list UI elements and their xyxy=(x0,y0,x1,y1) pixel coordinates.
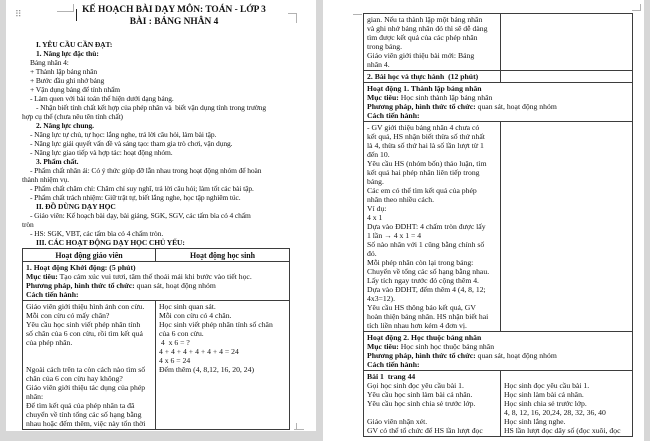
student-exercise1-cell xyxy=(501,371,632,436)
text-line: Yêu cầu HS thông báo kết quả, GV xyxy=(367,303,476,312)
paragraph-drag-handle-icon[interactable]: ⠿ xyxy=(15,10,22,20)
text-line: - Phẩm chất chăm chỉ: Chăm chỉ suy nghĩ, trả lời câu hỏi; làm tốt các bài tập. xyxy=(30,184,254,193)
text-line: 3. Phẩm chất. xyxy=(36,157,79,166)
text-line: tích liền nhau hơn kém 4 đơn vị. xyxy=(367,321,467,330)
text-line: Cách tiến hành: xyxy=(26,290,79,299)
text-line: Học sinh quan sát. xyxy=(159,302,216,311)
text-line: - GV giới thiệu bảng nhân 4 chưa có xyxy=(367,123,480,132)
text-line: II. ĐỒ DÙNG DẠY HỌC xyxy=(36,202,116,211)
activity1-content-row xyxy=(23,300,289,429)
table-header-row xyxy=(23,249,289,261)
margin-mark xyxy=(640,4,641,11)
text-line: HS lần lượt đọc dãy số (đọc xuôi, đọc xyxy=(504,426,621,435)
text-line: - Giáo viên: Kế hoạch bài dạy, bài giảng, SGK, SGV, các tấm bìa có 4 chấm xyxy=(30,211,251,220)
student-empty-cell xyxy=(501,14,632,70)
text-line: Dựa vào ĐDHT: 4 chấm tròn được lấy xyxy=(367,222,486,231)
document-subtitle: BÀI : BẢNG NHÂN 4 xyxy=(129,17,219,27)
section2-heading xyxy=(364,71,501,82)
text-line: - Năng lực giải quyết vấn đề và sáng tạo: tham gia trò chơi, vận dụng. xyxy=(30,139,233,148)
text-line: là 4, thừa số thứ hai là số lần lượt từ 1 xyxy=(367,141,484,150)
text-line: Các em có thể tìm kết quả của phép xyxy=(367,186,477,195)
text-line: 2. Bài học và thực hành (12 phút) xyxy=(367,72,479,81)
text-line: kết quả hai phép nhân liên tiếp trong xyxy=(367,168,480,177)
activity1-meta-row xyxy=(364,82,632,121)
text-line: 4 x 6 = 24 xyxy=(159,356,191,365)
text-line: tìm được kết quả của các phép nhân xyxy=(367,33,478,42)
document-title: KẾ HOẠCH BÀI DẠY MÔN: TOÁN - LỚP 3 xyxy=(82,5,266,15)
text-line: đó. xyxy=(367,249,377,258)
text-line: và ghi nhớ bảng nhân đó thì sẽ dễ dàng xyxy=(367,24,488,33)
text-line: 4 x 6 = ? xyxy=(159,338,190,347)
text-line: - HS: SGK, VBT, các tấm bìa có 4 chấm tròn. xyxy=(30,229,164,238)
text-line: Phương pháp, hình thức tổ chức: quan sát, hoạt động nhóm xyxy=(26,281,216,290)
text-line: chuyển về tính tổng các số hạng bằng xyxy=(26,410,142,419)
text-line: Mỗi con cừu có 4 chân. xyxy=(159,311,232,320)
margin-mark xyxy=(296,13,297,23)
page-right[interactable] xyxy=(323,0,644,441)
text-line: Giáo viên giới thiệu tác dụng của phép xyxy=(26,383,146,392)
text-line: Giáo viên giới thiệu hình ảnh con cừu. xyxy=(26,302,145,311)
text-line: Dựa vào ĐDHT, đếm thêm 4 (4, 8, 12; xyxy=(367,285,486,294)
margin-mark xyxy=(73,4,74,12)
activity1-heading-row xyxy=(23,261,289,300)
text-line: 4x3=12). xyxy=(367,294,396,303)
text-line: + Bước đầu ghi nhớ bảng xyxy=(30,76,105,85)
text-line: Bảng nhân 4: xyxy=(30,58,69,67)
text-line: thành nhiệm vụ. xyxy=(22,175,70,184)
text-line: Giáo viên giới thiệu bài mới: Bảng xyxy=(367,51,475,60)
text-line: Yêu cầu học sinh chia sẻ trước lớp. xyxy=(367,399,476,408)
text-line: Yêu cầu học sinh làm bài cá nhân. xyxy=(367,390,473,399)
text-line: Mục tiêu: Học sinh học thuộc bảng nhân xyxy=(367,342,495,351)
text-line: hoàn thiện bảng nhân. HS nhận biết hai xyxy=(367,312,489,321)
text-line: 1 lần → 4 x 1 = 4 xyxy=(367,231,422,240)
text-line: - Năng lực giao tiếp và hợp tác: hoạt động nhóm. xyxy=(30,148,173,157)
student-empty-cell xyxy=(501,71,632,82)
text-line: đến 10. xyxy=(367,150,390,159)
text-line: Gọi học sinh đọc yêu cầu bài 1. xyxy=(367,381,464,390)
left-page-text-area xyxy=(22,4,288,430)
text-line: bảng. xyxy=(367,177,384,186)
section2-row xyxy=(364,70,632,82)
text-line: 4 + 4 + 4 + 4 + 4 + 4 = 24 xyxy=(159,347,239,356)
text-line: 1. Năng lực đặc thù: xyxy=(36,49,99,58)
text-line: Yêu cầu học sinh viết phép nhân tính xyxy=(26,320,141,329)
text-line: Học sinh lắng nghe. xyxy=(504,417,566,426)
text-line: Yêu cầu HS (nhóm bốn) thảo luận, tìm xyxy=(367,159,487,168)
text-line: Học sinh viết phép nhân tính số chân xyxy=(159,320,273,329)
text-line: Mỗi con cừu có mấy chân? xyxy=(26,311,110,320)
text-line: 2. Năng lực chung. xyxy=(36,121,94,130)
student-empty-cell xyxy=(501,122,632,331)
text-line: Cách tiến hành: xyxy=(367,111,420,120)
teacher-activity-cell xyxy=(23,301,156,429)
text-line: Đếm thêm (4, 8,12, 16, 20, 24) xyxy=(159,365,255,374)
activities-table-continued xyxy=(363,13,633,437)
text-line: Học sinh chia sẻ trước lớp. xyxy=(504,399,587,408)
page-left[interactable] xyxy=(6,0,316,431)
text-line xyxy=(26,347,152,356)
activity1-heading xyxy=(23,262,289,300)
activity2-meta-row xyxy=(364,331,632,370)
activity2-meta xyxy=(364,332,632,370)
text-line: Để tìm kết quả của phép nhân ta đã xyxy=(26,401,135,410)
text-line: I. YÊU CẦU CẦN ĐẠT: xyxy=(36,40,113,49)
text-line: Ví dụ: xyxy=(367,204,387,213)
text-line: Mục tiêu: Tạo cảm xúc vui tươi, tâm thế thoải mái khi bước vào tiết học. xyxy=(26,272,252,281)
activities-table xyxy=(22,248,290,430)
text-line: Phương pháp, hình thức tổ chức: quan sát, hoạt động nhóm xyxy=(367,102,557,111)
text-line: Học sinh đọc yêu cầu bài 1. xyxy=(504,381,590,390)
text-line: của 6 con cừu. xyxy=(159,329,204,338)
text-line: Ngoài cách trên ta còn cách nào tìm số xyxy=(26,365,146,374)
text-line: Phương pháp, hình thức tổ chức: quan sát, hoạt động nhóm xyxy=(367,351,557,360)
text-line: Mỗi phép nhân còn lại trong bảng: xyxy=(367,258,474,267)
lead-in-row xyxy=(364,14,632,70)
text-line: GV có thể tổ chức để HS lần lượt đọc xyxy=(367,426,483,435)
text-line: số chân của 6 con cừu, rồi tìm kết quả xyxy=(26,329,143,338)
margin-mark xyxy=(353,14,362,15)
text-line: Chuyển về tổng các số hạng bằng nhau. xyxy=(367,267,490,276)
text-line: nhau hoặc đếm thêm, việc này tốn thời xyxy=(26,419,146,428)
text-line: Lấy tích ngay trước đó cộng thêm 4. xyxy=(367,276,479,285)
text-line: - Năng lực tự chủ, tự học: lắng nghe, trả lời câu hỏi, làm bài tập. xyxy=(30,130,217,139)
lesson-plan-body xyxy=(22,40,288,247)
margin-mark xyxy=(57,11,74,12)
exercise1-row xyxy=(364,370,632,436)
text-line: - Nhận biết tính chất kết hợp của phép nhân và biết vận dụng tính trong trường xyxy=(36,103,267,112)
text-line: Bài 1 trang 44 xyxy=(367,372,416,381)
text-line xyxy=(504,372,629,381)
text-line: nhân: xyxy=(26,392,44,401)
text-line: trong bảng. xyxy=(367,42,403,51)
col-header-student: Hoạt động học sinh xyxy=(189,251,256,260)
text-line: 4, 8, 12, 16, 20,24, 28, 32, 36, 40 xyxy=(504,408,606,417)
text-line: - Phẩm chất nhân ái: Có ý thức giúp đỡ lẫn nhau trong hoạt động nhóm để hoàn xyxy=(30,166,262,175)
text-line: kết quả, HS nhận biết thừa số thứ nhất xyxy=(367,132,485,141)
text-line: Giáo viên nhận xét. xyxy=(367,417,428,426)
text-line: III. CÁC HOẠT ĐỘNG DẠY HỌC CHỦ YẾU: xyxy=(36,238,185,247)
text-line: Hoạt động 1. Thành lập bảng nhân xyxy=(367,84,482,93)
text-line: - Làm quen với bài toán thể hiện dưới dạng bảng. xyxy=(30,94,174,103)
text-line: gian. Nếu ta thành lập một bảng nhân xyxy=(367,15,483,24)
text-line: nhân 4. xyxy=(367,60,390,69)
text-line: Học sinh làm bài cá nhân. xyxy=(504,390,584,399)
text-line: nhân theo nhiều cách. xyxy=(367,195,435,204)
text-line xyxy=(26,356,152,365)
text-line: + Vận dụng bảng để tính nhẩm xyxy=(30,85,121,94)
activity1-steps-row xyxy=(364,121,632,331)
text-line: Cách tiến hành: xyxy=(367,360,420,369)
text-line: + Thành lập bảng nhân xyxy=(30,67,97,76)
text-line: hợp cụ thể (chưa nêu tên tính chất) xyxy=(22,112,123,121)
spacer xyxy=(22,28,288,40)
text-line: chân của 6 con cừu hay không? xyxy=(26,374,123,383)
text-line: 4 x 1 xyxy=(367,213,383,222)
text-line: của phép nhân. xyxy=(26,338,73,347)
text-line: Hoạt động 2. Học thuộc bảng nhân xyxy=(367,333,482,342)
text-line: tròn xyxy=(22,220,34,229)
student-activity-cell xyxy=(156,301,289,429)
text-line xyxy=(367,408,497,417)
text-line: - Phẩm chất trách nhiệm: Giữ trật tự, biết lắng nghe, học tập nghiêm túc. xyxy=(30,193,241,202)
text-line: Số nào nhân với 1 cũng bằng chính số xyxy=(367,240,485,249)
margin-mark xyxy=(294,429,304,430)
teacher-exercise1-cell xyxy=(364,371,501,436)
text-line: 1. Hoạt động Khởi động: (5 phút) xyxy=(26,263,136,272)
teacher-steps-cell xyxy=(364,122,501,331)
activity1-meta xyxy=(364,83,632,121)
text-line: Mục tiêu: Học sinh thành lập bảng nhân xyxy=(367,93,493,102)
col-header-teacher: Hoạt động giáo viên xyxy=(23,249,156,261)
teacher-leadin-cell xyxy=(364,14,501,70)
